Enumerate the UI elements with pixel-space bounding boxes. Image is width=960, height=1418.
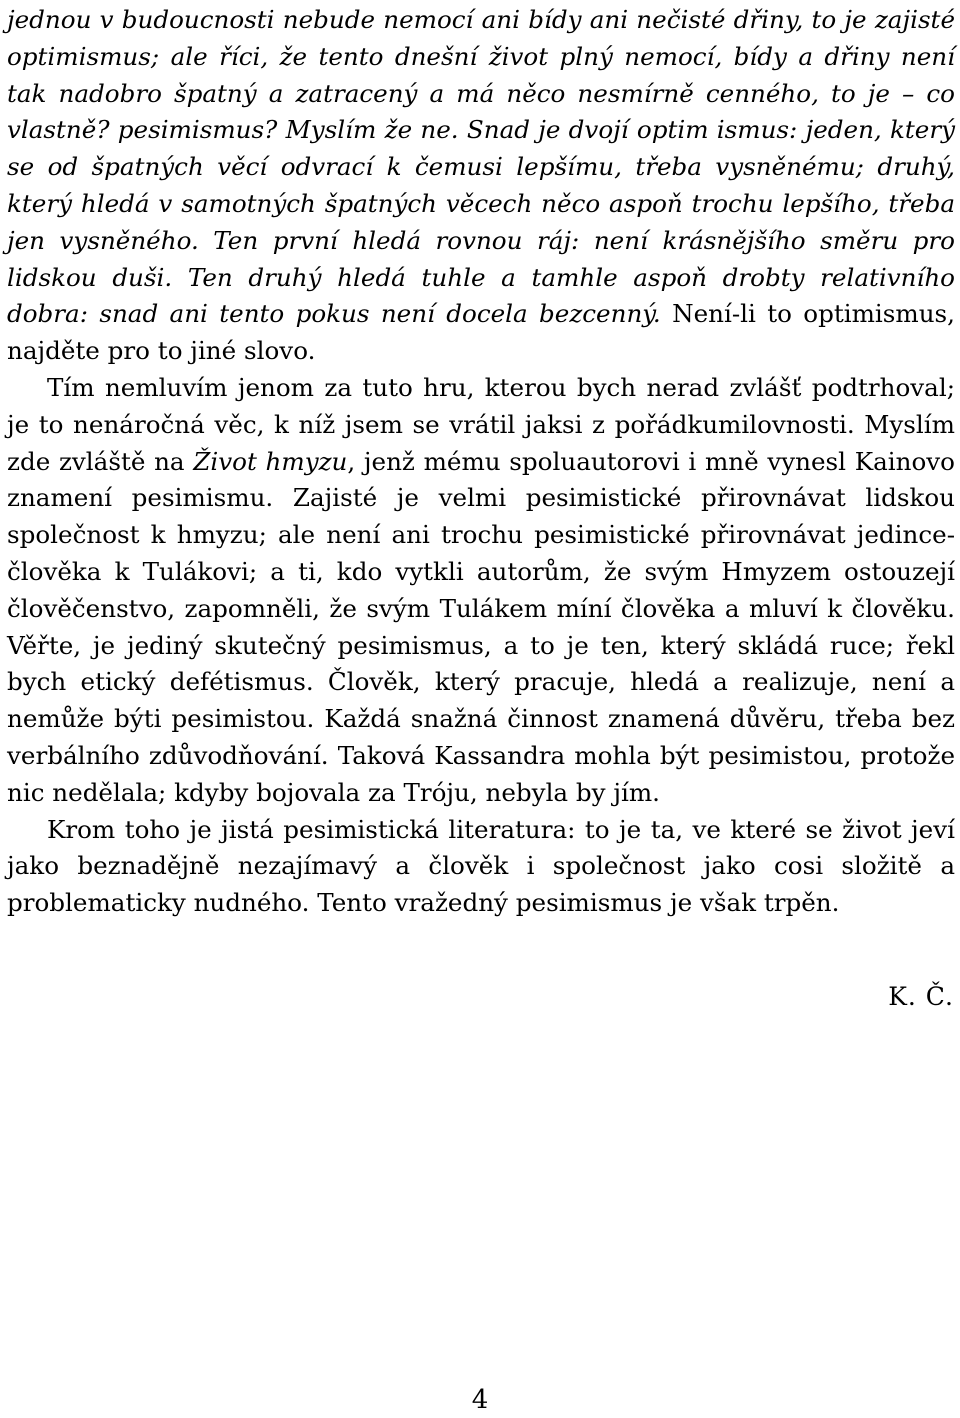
page-number: 4 bbox=[471, 1385, 489, 1415]
text-run: Není-li to optimismus, najděte pro to jiné slovo. bbox=[7, 299, 955, 366]
text-run: Krom toho je jistá pesimistická literatura: to je ta, ve které se život jeví jako beznadějně nezajímavý a člověk i společnost jako cosi složitě a problematicky nudného. Tento vražedný pesimismus je však trpěn. bbox=[7, 814, 955, 918]
text-run-italic: Život hmyzu bbox=[193, 446, 348, 476]
author-signature: K. Č. bbox=[888, 982, 954, 1011]
text-run: , jenž mému spoluautorovi i mně vynesl Kainovo znamení pesimismu. Zajisté je velmi pesimistické přirovnávat lidskou společnost k hmyzu; ale není ani trochu pesimistické přirovnávat jedince-člověka k Tulákovi; a ti, kdo vytkli autorům, že svým Hmyzem ostouzejí člověčenstvo, zapomněli, že svým Tulákem míní člověka a mluví k člověku. Věřte, je jediný skutečný pesimismus, a to je ten, který skládá ruce; řekl bych etický defétismus. Člověk, který pracuje, hledá a realizuje, není a nemůže býti pesimistou. Každá snažná činnost znamená důvěru, třeba bez verbálního zdůvodňování. Taková Kassandra mohla být pesimistou, protože nic nedělala; kdyby bojovala za Tróju, nebyla by jím. bbox=[7, 446, 955, 807]
text-run: Tím nemluvím jenom za tuto hru, kterou bych nerad zvlášť podtrhoval; je to nenáročná věc, k níž jsem se vrátil jaksi z pořádkumilovnosti. Myslím zde zvláště na bbox=[7, 372, 955, 476]
document-page bbox=[7, 2, 955, 922]
text-run-italic: jednou v budoucnosti nebude nemocí ani bídy ani nečisté dřiny, to je zajisté optimismus; ale říci, že tento dnešní život plný nemocí, bídy a dřiny není tak nadobro špatný a zatracený a má něco nesmírně cenného, to je – co vlastně? pesimismus? Myslím že ne. Snad je dvojí optim ismus: jeden, který se od špatných věcí odvrací k čemusi lepšímu, třeba vysněnému; druhý, který hledá v samotných špatných věcech něco aspoň trochu lepšího, třeba jen vysněného. Ten první hledá rovnou ráj: není krásnějšího směru pro lidskou duši. Ten druhý hledá tuhle a tamhle aspoň drobty relativního dobra: snad ani tento pokus není docela bezcenný. bbox=[7, 5, 955, 329]
paragraph-1 bbox=[7, 2, 955, 370]
paragraph-2 bbox=[7, 370, 955, 812]
paragraph-3 bbox=[7, 812, 955, 922]
document-body bbox=[7, 2, 955, 922]
